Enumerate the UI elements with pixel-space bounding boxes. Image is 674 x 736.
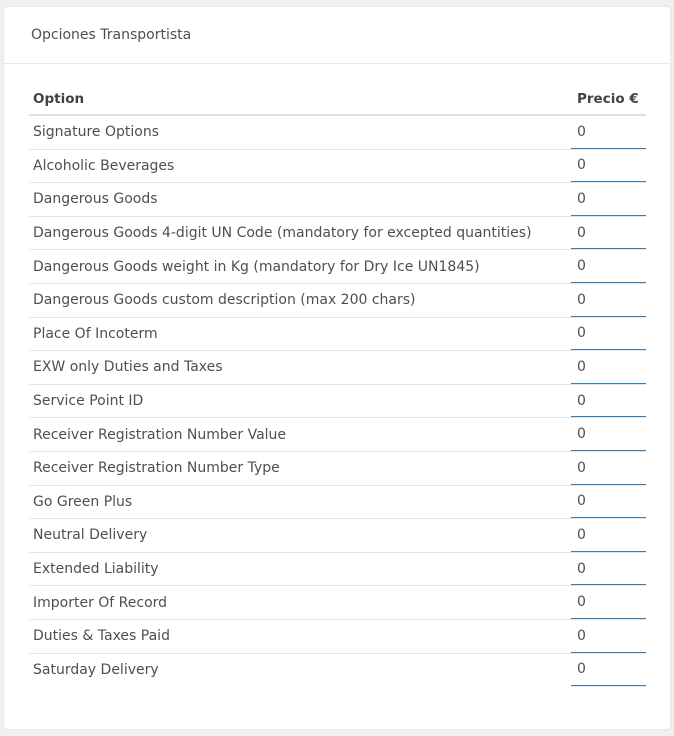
carrier-options-table: [29, 83, 646, 687]
price-input[interactable]: [571, 385, 646, 418]
option-label: Signature Options: [29, 116, 571, 150]
carrier-options-card: [4, 7, 670, 729]
table-row: [29, 654, 646, 688]
option-label: Dangerous Goods custom description (max 200 chars): [29, 284, 571, 318]
option-label: Receiver Registration Number Value: [29, 418, 571, 452]
column-header-price: Precio €: [577, 90, 639, 107]
card-title: Opciones Transportista: [31, 27, 192, 43]
price-cell: [571, 586, 646, 620]
table-row: [29, 150, 646, 184]
table-row: [29, 116, 646, 150]
price-cell: [571, 150, 646, 184]
price-input[interactable]: [571, 250, 646, 283]
price-cell: [571, 318, 646, 352]
price-input[interactable]: [571, 620, 646, 653]
table-header: [29, 83, 646, 116]
option-label: Saturday Delivery: [33, 662, 159, 679]
price-cell: [571, 452, 646, 486]
table-row: [29, 351, 646, 385]
option-label: Importer Of Record: [29, 586, 571, 620]
option-label: Place Of Incoterm: [29, 318, 571, 352]
price-input[interactable]: [571, 654, 646, 687]
price-cell: [571, 385, 646, 419]
price-input[interactable]: [571, 418, 646, 451]
option-label: Neutral Delivery: [29, 519, 571, 553]
table-row: [29, 486, 646, 520]
price-cell: [571, 351, 646, 385]
price-cell: [571, 284, 646, 318]
price-cell: [571, 519, 646, 553]
table-row: [29, 385, 646, 419]
option-label: Dangerous Goods weight in Kg (mandatory for Dry Ice UN1845): [29, 250, 571, 284]
option-label: Dangerous Goods: [29, 183, 571, 217]
option-label: Go Green Plus: [29, 486, 571, 520]
option-label: Alcoholic Beverages: [29, 150, 571, 184]
table-row: [29, 318, 646, 352]
table-row: [29, 284, 646, 318]
price-cell: [571, 486, 646, 520]
option-label: Dangerous Goods 4-digit UN Code (mandatory for excepted quantities): [29, 217, 571, 251]
option-label: Service Point ID: [29, 385, 571, 419]
table-row: [29, 452, 646, 486]
price-input[interactable]: [571, 150, 646, 183]
table-row: [29, 519, 646, 553]
price-input[interactable]: [571, 351, 646, 384]
price-input[interactable]: [571, 284, 646, 317]
column-header-option: Option: [33, 90, 85, 107]
table-row: [29, 553, 646, 587]
option-label: Receiver Registration Number Type: [29, 452, 571, 486]
price-cell: [571, 250, 646, 284]
option-label: EXW only Duties and Taxes: [29, 351, 571, 385]
table-row: [29, 418, 646, 452]
price-cell: [571, 183, 646, 217]
table-row: [29, 250, 646, 284]
price-cell: [571, 217, 646, 251]
option-label: Duties & Taxes Paid: [29, 620, 571, 654]
price-cell: [571, 116, 646, 150]
price-input[interactable]: [571, 519, 646, 552]
table-row: [29, 586, 646, 620]
card-header: [4, 7, 670, 64]
price-cell: [571, 553, 646, 587]
option-label: Extended Liability: [29, 553, 571, 587]
price-input[interactable]: [571, 452, 646, 485]
price-input[interactable]: [571, 318, 646, 351]
price-cell: [571, 620, 646, 654]
price-input[interactable]: [571, 116, 646, 149]
price-cell: [571, 654, 646, 688]
price-input[interactable]: [571, 486, 646, 519]
price-cell: [571, 418, 646, 452]
table-row: [29, 620, 646, 654]
price-input[interactable]: [571, 217, 646, 250]
price-input[interactable]: [571, 553, 646, 586]
table-body: [29, 116, 646, 687]
table-row: [29, 217, 646, 251]
table-row: [29, 183, 646, 217]
price-input[interactable]: [571, 586, 646, 619]
price-input[interactable]: [571, 183, 646, 216]
